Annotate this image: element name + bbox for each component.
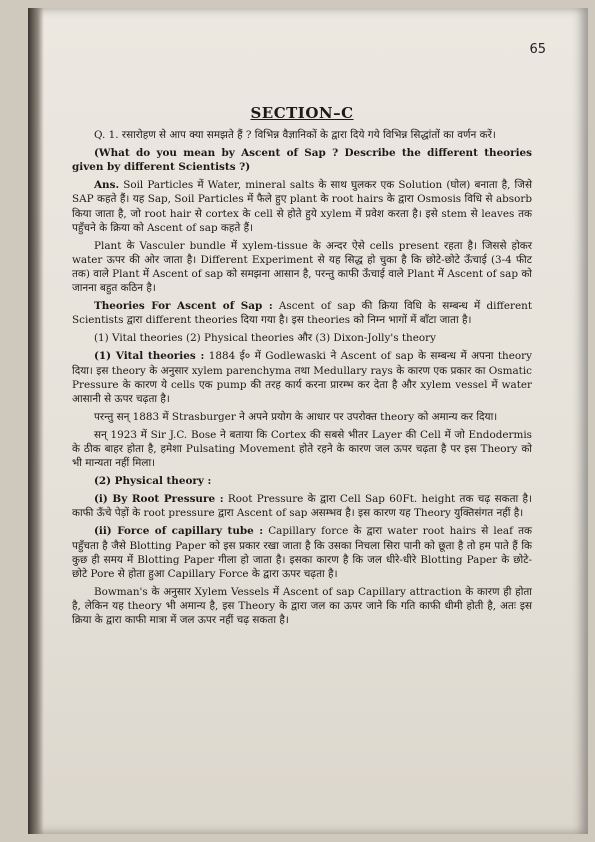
strasburger-paragraph: परन्तु सन् 1883 में Strasburger ने अपने प्रयोग के आधार पर उपरोक्त theory को अमान्य कर दिया। bbox=[94, 410, 498, 423]
capillary-text: Capillary force के द्वारा water root hairs से leaf तक पहुँचता है जैसे Blotting Paper को इस प्रकार रखा जाता है कि उसका निचला सिरा पानी को छूता है तो हम पाते हैं कि कुछ ही समय में Blotting Paper गीला हो जाता है। इसका कारण है कि जल धीरे-धीरे Blotting Paper के छोटे-छोटे Pore से होता हुआ Capillary Force के द्वारा ऊपर चढ़ता है। bbox=[72, 525, 532, 580]
answer-paragraph bbox=[72, 178, 532, 234]
answer-lead: Ans. bbox=[94, 179, 120, 192]
question-hindi: Q. 1. रसारोहण से आप क्या समझते हैं ? विभिन्न वैज्ञानिकों के द्वारा दिये गये विभिन्न सिद्धांतों का वर्णन करें। bbox=[94, 129, 496, 142]
root-pressure-lead: (i) By Root Pressure : bbox=[94, 493, 224, 506]
book-page bbox=[28, 8, 588, 834]
answer-text: Soil Particles में Water, mineral salts के साथ घुलकर एक Solution (घोल) बनाता है, जिसे SAP कहते हैं। यह Sap, Soil Particles में फैले हुए plant के root hairs के द्वारा Osmosis विधि से absorb किया जाता है, जो root hair से cortex के cell से होते हुये xylem में प्रवेश करता है। इसे stem से leaves तक पहुँचने के क्रिया को Ascent of sap कहते हैं। bbox=[72, 179, 532, 234]
capillary-paragraph bbox=[72, 524, 532, 580]
bose-paragraph: सन् 1923 में Sir J.C. Bose ने बताया कि Cortex की सबसे भीतर Layer की Cell में जो Endodermis के ठीक बाहर होता है, हमेशा Pulsating Movement होते रहने के कारण जल ऊपर चढ़ता है पर इस Theory को भी मान्यता नहीं मिला। bbox=[72, 428, 532, 470]
plant-paragraph: Plant के Vasculer bundle में xylem-tissue के अन्दर ऐसे cells present रहता है। जिससे होकर water ऊपर की ओर जाता है। Different Experiment से यह सिद्ध हो चुका है कि छोटे-छोटे ऊँचाई (3-4 फीट तक) वाले Plant में Ascent of sap को समझना आसान है, परन्तु काफी ऊँचाई वाले Plant में Ascent of sap को जानना बहुत कठिन है। bbox=[72, 239, 532, 295]
question-english: (What do you mean by Ascent of Sap ? Describe the different theories given by different Scientists ?) bbox=[72, 147, 532, 174]
book-gutter-shadow bbox=[28, 8, 44, 834]
page-content bbox=[72, 106, 532, 631]
theories-intro-text: Ascent of sap की क्रिया विधि के सम्बन्ध में different Scientists द्वारा different theories दिया गया है। इस theories को निम्न भागों में बाँटा जाता है। bbox=[72, 300, 532, 327]
vital-theory-paragraph bbox=[72, 349, 532, 405]
root-pressure-paragraph bbox=[72, 492, 532, 520]
theories-intro-lead: Theories For Ascent of Sap : bbox=[94, 300, 273, 313]
physical-theory-heading: (2) Physical theory : bbox=[94, 475, 212, 488]
theories-intro-paragraph bbox=[72, 299, 532, 327]
vital-theory-text: 1884 ई० में Godlewaski ने Ascent of sap के सम्बन्ध में अपना theory दिया। इस theory के अनुसार xylem parenchyma तथा Medullary rays के कारण एक प्रकार का Osmatic Pressure के कारण ये cells एक pump की तरह कार्य करना प्रारम्भ कर देता है और xylem vessel में water आसानी से ऊपर चढ़ता है। bbox=[72, 350, 532, 405]
page-number: 65 bbox=[529, 42, 546, 57]
section-title: SECTION–C bbox=[250, 104, 354, 122]
bowman-paragraph: Bowman's के अनुसार Xylem Vessels में Ascent of sap Capillary attraction के कारण ही होता है, लेकिन यह theory भी अमान्य है, इस Theory के द्वारा जल का ऊपर जाने कि गति काफी धीमी होती है, अतः इस क्रिया के द्वारा काफी मात्रा में जल ऊपर नहीं चढ़ सकता है। bbox=[72, 585, 532, 626]
capillary-lead: (ii) Force of capillary tube : bbox=[94, 525, 264, 538]
theories-list: (1) Vital theories (2) Physical theories और (3) Dixon-Jolly's theory bbox=[94, 332, 436, 345]
root-pressure-text: Root Pressure के द्वारा Cell Sap 60Ft. height तक चढ़ सकता है। काफी ऊँचे पेड़ों के root pressure द्वारा Ascent of sap असम्भव है। इस कारण यह Theory युक्तिसंगत नहीं है। bbox=[72, 493, 532, 520]
vital-theory-lead: (1) Vital theories : bbox=[94, 350, 205, 363]
